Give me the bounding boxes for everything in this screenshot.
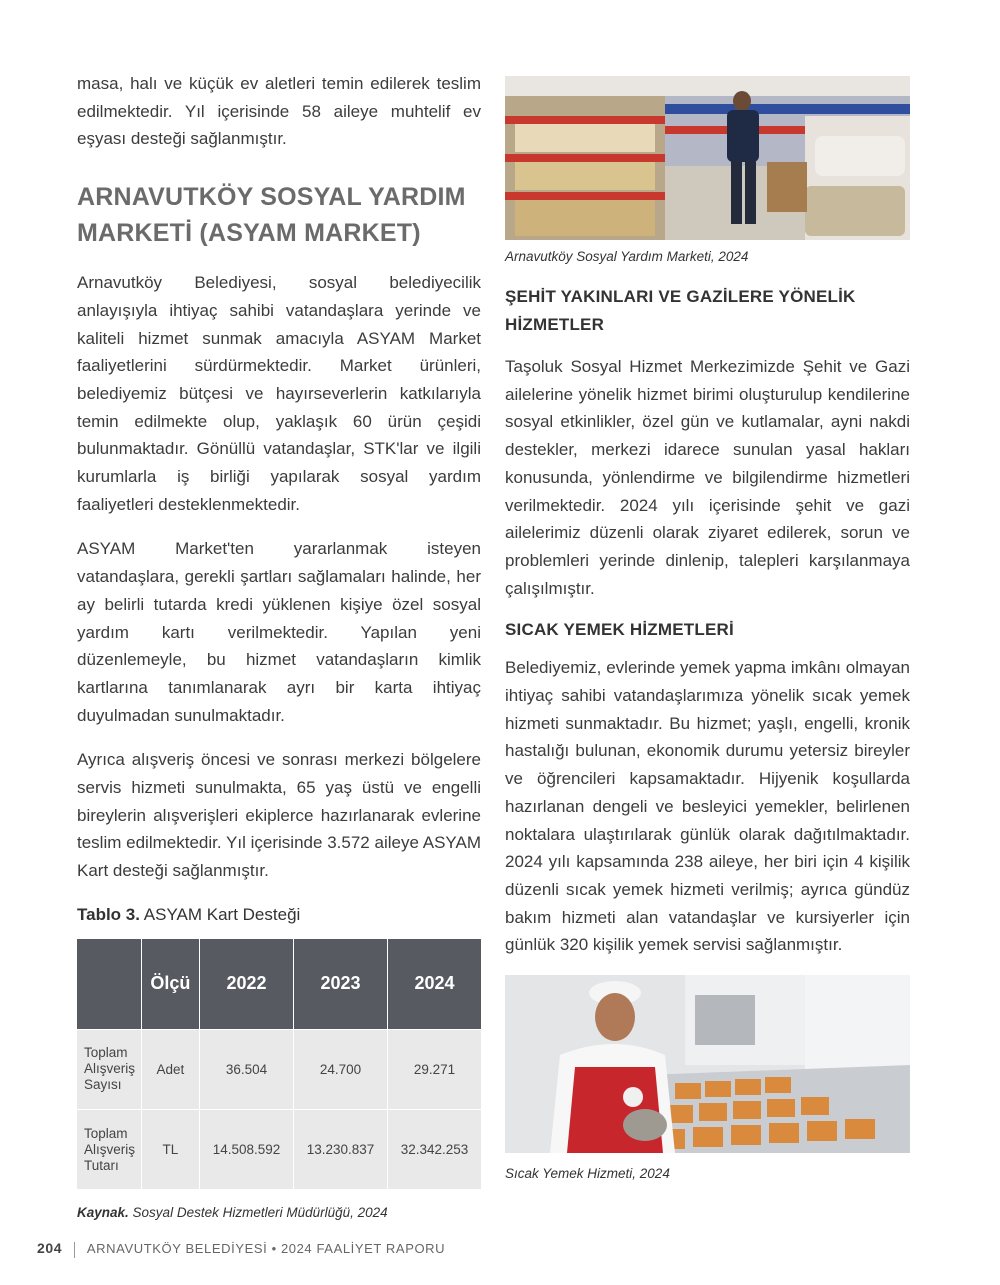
table-caption-label: Tablo 3.	[77, 904, 140, 924]
left-column	[77, 70, 481, 1220]
table-header-cell: 2024	[388, 939, 482, 1030]
table-caption-text: ASYAM Kart Desteği	[143, 904, 301, 924]
table-cell: Toplam Alışveriş Tutarı	[77, 1109, 141, 1189]
kitchen-photo-image	[505, 975, 910, 1153]
table-header-cell: Ölçü	[141, 939, 199, 1030]
table-row	[77, 1029, 481, 1109]
page-footer	[37, 1240, 445, 1258]
footer-divider	[74, 1242, 75, 1258]
table-cell: 24.700	[294, 1029, 388, 1109]
kitchen-photo-caption: Sıcak Yemek Hizmeti, 2024	[505, 1166, 670, 1182]
market-photo-image	[505, 76, 910, 240]
asyam-paragraph-1: Arnavutköy Belediyesi, sosyal belediyecilik anlayışıyla ihtiyaç sahibi vatandaşlara yerinde ve kaliteli hizmet sunmak amacıyla ASYAM Market faaliyetlerini sürdürmektedir. Market ürünleri, belediyemiz bütçesi ve hayırseverlerin katkılarıyla temin edilmekte olup, yaklaşık 60 ürün çeşidi bulunmaktadır. Gönüllü vatandaşlar, STK'lar ve ilgili kurumlarla iş birliği yapılarak sosyal yardım faaliyetleri desteklenmektedir.	[77, 273, 481, 514]
table-cell: 32.342.253	[388, 1109, 482, 1189]
table-source	[77, 1205, 481, 1220]
footer-org: ARNAVUTKÖY BELEDİYESİ	[86, 1241, 268, 1256]
table-header-row	[77, 939, 481, 1030]
table-cell: Adet	[141, 1029, 199, 1109]
footer-report: 2024 FAALİYET RAPORU	[280, 1241, 446, 1256]
table-row	[77, 1109, 481, 1189]
table-cell: TL	[141, 1109, 199, 1189]
asyam-paragraph-2: ASYAM Market'ten yararlanmak isteyen vatandaşlara, gerekli şartları sağlamaları halinde, her ay belirli tutarda kredi yüklenen kişiye özel sosyal yardım kartı verilmektedir. Yapılan yeni düzenlemeyle, bu hizmet vatandaşların kimlik kartlarına tanımlanarak ayrı bir karta ihtiyaç duyulmadan sunulmaktadır.	[77, 539, 481, 725]
asyam-card-table	[77, 939, 481, 1190]
table-header-cell: 2023	[294, 939, 388, 1030]
table-source-text: Sosyal Destek Hizmetleri Müdürlüğü, 2024	[132, 1205, 388, 1221]
sicak-yemek-heading: SICAK YEMEK HİZMETLERİ	[505, 620, 734, 640]
table-header-cell: 2022	[200, 939, 294, 1030]
footer-dot: •	[271, 1241, 277, 1256]
intro-paragraph: masa, halı ve küçük ev aletleri temin edilerek teslim edilmektedir. Yıl içerisinde 58 aileye muhtelif ev eşyası desteği sağlanmıştır.	[77, 74, 481, 149]
table-header-cell	[77, 939, 141, 1030]
sicak-yemek-paragraph: Belediyemiz, evlerinde yemek yapma imkânı olmayan ihtiyaç sahibi vatandaşlarımıza yönelik sıcak yemek hizmeti sunmaktadır. Bu hizmet; yaşlı, engelli, kronik hastalığı bulunan, ekonomik durumu yetersiz bireyler ve öğrencileri kapsamaktadır. Hijyenik koşullarda hazırlanan dengeli ve besleyici yemekler, belirlenen noktalara ulaştırılarak günlük olarak dağıtılmaktadır. 2024 yılı kapsamında 238 aileye, her biri için 4 kişilik düzenli sıcak yemek hizmeti verilmiş; ayrıca gündüz bakım hizmeti alan vatandaşlar ve kursiyerler için günlük 320 kişilik yemek servisi sağlanmıştır.	[505, 658, 910, 955]
sehit-heading: ŞEHİT YAKINLARI VE GAZİLERE YÖNELİK HİZMETLER	[505, 287, 856, 334]
asyam-heading: ARNAVUTKÖY SOSYAL YARDIM MARKETİ (ASYAM MARKET)	[77, 183, 466, 248]
right-column	[505, 76, 910, 1181]
market-photo-caption: Arnavutköy Sosyal Yardım Marketi, 2024	[505, 249, 749, 264]
sehit-paragraph: Taşoluk Sosyal Hizmet Merkezimizde Şehit ve Gazi ailelerine yönelik hizmet birimi oluşturulup kendilerine sosyal etkinlikler, özel gün ve kutlamalar, ayni nakdi destekler, merkezi idarece sunulan yasal hakları konusunda, yönlendirme ve bilgilendirme hizmetleri verilmektedir. 2024 yılı içerisinde şehit ve gazi ailelerimiz düzenli olarak ziyaret edilerek, sorun ve problemleri yerinde dinlenip, talepleri karşılanmaya çalışılmıştır.	[505, 357, 910, 598]
table-cell: 29.271	[388, 1029, 482, 1109]
table-cell: 13.230.837	[294, 1109, 388, 1189]
market-photo	[505, 76, 910, 240]
kitchen-photo	[505, 975, 910, 1153]
table-caption	[77, 905, 481, 925]
table-cell: 14.508.592	[200, 1109, 294, 1189]
page-number: 204	[37, 1240, 63, 1256]
asyam-paragraph-3: Ayrıca alışveriş öncesi ve sonrası merkezi bölgelere servis hizmeti sunulmakta, 65 yaş üstü ve engelli bireylerin alışverişleri ekiplerce hazırlanarak evlerine teslim edilmektedir. Yıl içerisinde 3.572 aileye ASYAM Kart desteği sağlanmıştır.	[77, 750, 481, 881]
table-cell: Toplam Alışveriş Sayısı	[77, 1029, 141, 1109]
table-cell: 36.504	[200, 1029, 294, 1109]
table-source-label: Kaynak.	[77, 1205, 129, 1221]
